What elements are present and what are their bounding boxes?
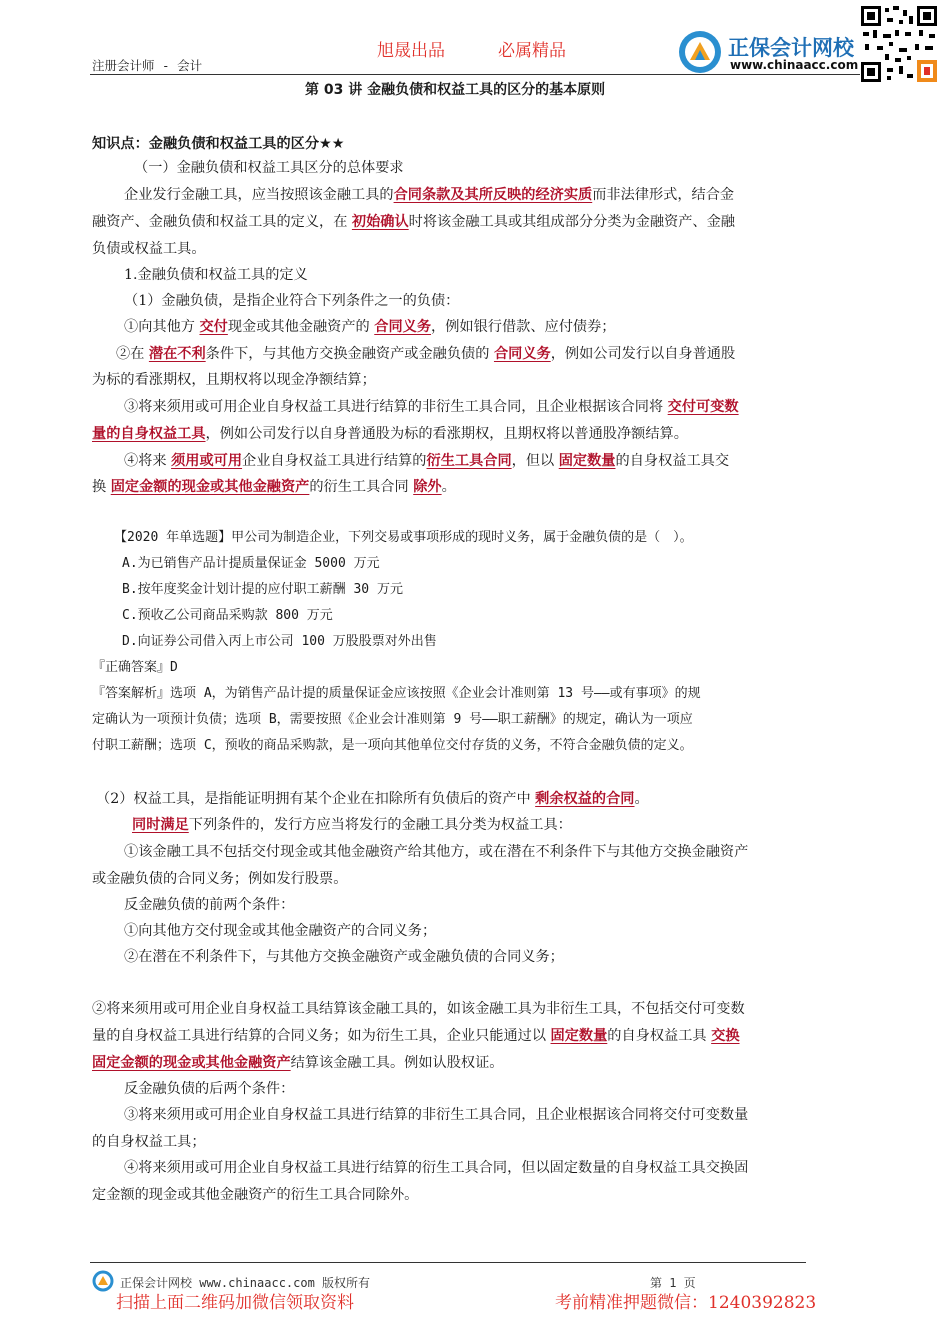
liability-item-2-line-2: 为标的看涨期权，且期权将以现金净额结算； bbox=[92, 372, 376, 388]
reverse-first-two: 反金融负债的前两个条件： bbox=[124, 897, 295, 913]
equity-item-2-line-1: ②将来须用或可用企业自身权益工具结算该金融工具的，如该金融工具为非衍生工具，不包括交付可变数 bbox=[92, 1001, 745, 1017]
option-c: C.预收乙公司商品采购款 800 万元 bbox=[122, 608, 333, 623]
equity-def: （2）权益工具，是指能证明拥有某个企业在扣除所有负债后的资产中 剩余权益的合同。 bbox=[96, 791, 649, 807]
equity-item-1-line-2: 或金融负债的合同义务；例如发行股票。 bbox=[92, 871, 348, 887]
def-heading: 1.金融负债和权益工具的定义 bbox=[124, 267, 308, 283]
promo-left: 扫描上面二维码加微信领取资料 bbox=[116, 1293, 354, 1313]
explanation-line-2: 定确认为一项预计负债；选项 B，需要按照《企业会计准则第 9 号——职工薪酬》的规定，确认为一项应 bbox=[92, 712, 693, 727]
para-1-line-1: 企业发行金融工具，应当按照该金融工具的合同条款及其所反映的经济实质而非法律形式，结合金 bbox=[124, 187, 735, 203]
reverse-item-1: ①向其他方交付现金或其他金融资产的合同义务； bbox=[124, 923, 437, 939]
lecture-title: 第 03 讲 金融负债和权益工具的区分的基本原则 bbox=[305, 82, 606, 98]
liability-item-4-line-1: ④将来 须用或可用企业自身权益工具进行结算的衍生工具合同，但以 固定数量的自身权益工具交 bbox=[124, 453, 730, 469]
liability-item-4-line-2: 换 固定金额的现金或其他金融资产的衍生工具合同 除外。 bbox=[92, 479, 456, 495]
equity-item-2-line-3: 固定金额的现金或其他金融资产结算该金融工具。例如认股权证。 bbox=[92, 1055, 504, 1071]
reverse-item-3-line-1: ③将来须用或可用企业自身权益工具进行结算的非衍生工具合同，且企业根据该合同将交付可变数量 bbox=[124, 1107, 749, 1123]
reverse-item-2: ②在潜在不利条件下，与其他方交换金融资产或金融负债的合同义务； bbox=[124, 949, 564, 965]
liability-item-3-line-1: ③将来须用或可用企业自身权益工具进行结算的非衍生工具合同，且企业根据该合同将 交付可变数 bbox=[124, 399, 739, 415]
header-rule bbox=[90, 74, 860, 75]
qr-code-icon bbox=[859, 4, 939, 84]
logo-name: 正保会计网校 bbox=[728, 36, 854, 60]
brand-left: 旭晟出品 bbox=[377, 41, 445, 61]
option-d: D.向证券公司借入丙上市公司 100 万股股票对外出售 bbox=[122, 634, 437, 649]
section-overall: （一）金融负债和权益工具区分的总体要求 bbox=[134, 160, 404, 176]
explanation-line-1: 『答案解析』选项 A，为销售产品计提的质量保证金应该按照《企业会计准则第 13 号——或有事项》的规 bbox=[92, 686, 701, 701]
footer-copyright: 正保会计网校 www.chinaacc.com 版权所有 bbox=[120, 1276, 371, 1290]
page-number: 第 1 页 bbox=[650, 1276, 696, 1290]
question-stem: 【2020 年单选题】甲公司为制造企业，下列交易或事项形成的现时义务，属于金融负债的是（ ）。 bbox=[114, 530, 693, 545]
liability-item-1: ①向其他方 交付现金或其他金融资产的 合同义务，例如银行借款、应付债券； bbox=[124, 319, 616, 335]
para-1-line-2: 融资产、金融负债和权益工具的定义，在 初始确认时将该金融工具或其组成部分分类为金融资产、金融 bbox=[92, 214, 735, 230]
footer-logo-icon bbox=[92, 1270, 114, 1292]
liability-item-3-line-2: 量的自身权益工具，例如公司发行以自身普通股为标的看涨期权，且期权将以普通股净额结算。 bbox=[92, 426, 688, 442]
reverse-item-4-line-1: ④将来须用或可用企业自身权益工具进行结算的衍生工具合同，但以固定数量的自身权益工具交换固 bbox=[124, 1160, 749, 1176]
liability-item-2-line-1: ②在 潜在不利条件下，与其他方交换金融资产或金融负债的 合同义务，例如公司发行以自身普通股 bbox=[116, 346, 736, 362]
equity-item-2-line-2: 量的自身权益工具进行结算的合同义务；如为衍生工具，企业只能通过以 固定数量的自身权益工具 交换 bbox=[92, 1028, 740, 1044]
footer-rule bbox=[90, 1262, 806, 1263]
reverse-item-3-line-2: 的自身权益工具； bbox=[92, 1134, 206, 1150]
promo-right: 考前精准押题微信：1240392823 bbox=[555, 1293, 817, 1313]
logo-icon bbox=[678, 30, 722, 74]
option-a: A.为已销售产品计提质量保证金 5000 万元 bbox=[122, 556, 380, 571]
option-b: B.按年度奖金计划计提的应付职工薪酬 30 万元 bbox=[122, 582, 403, 597]
explanation-line-3: 付职工薪酬；选项 C，预收的商品采购款，是一项向其他单位交付存货的义务，不符合金融负债的定义。 bbox=[92, 738, 693, 753]
reverse-item-4-line-2: 定金额的现金或其他金融资产的衍生工具合同除外。 bbox=[92, 1187, 419, 1203]
equity-item-1-line-1: ①该金融工具不包括交付现金或其他金融资产给其他方，或在潜在不利条件下与其他方交换金融资产 bbox=[124, 844, 749, 860]
logo-url: www.chinaacc.com bbox=[730, 58, 859, 72]
subject-label: 注册会计师 - 会计 bbox=[92, 58, 203, 73]
equity-conditions: 同时满足下列条件的，发行方应当将发行的金融工具分类为权益工具： bbox=[132, 817, 572, 833]
correct-answer: 『正确答案』D bbox=[92, 660, 178, 675]
brand-right: 必属精品 bbox=[498, 41, 566, 61]
reverse-last-two: 反金融负债的后两个条件： bbox=[124, 1081, 295, 1097]
liability-def: （1）金融负债，是指企业符合下列条件之一的负债： bbox=[124, 293, 460, 309]
knowledge-heading: 知识点：金融负债和权益工具的区分★★ bbox=[92, 136, 345, 152]
para-1-line-3: 负债或权益工具。 bbox=[92, 241, 206, 257]
